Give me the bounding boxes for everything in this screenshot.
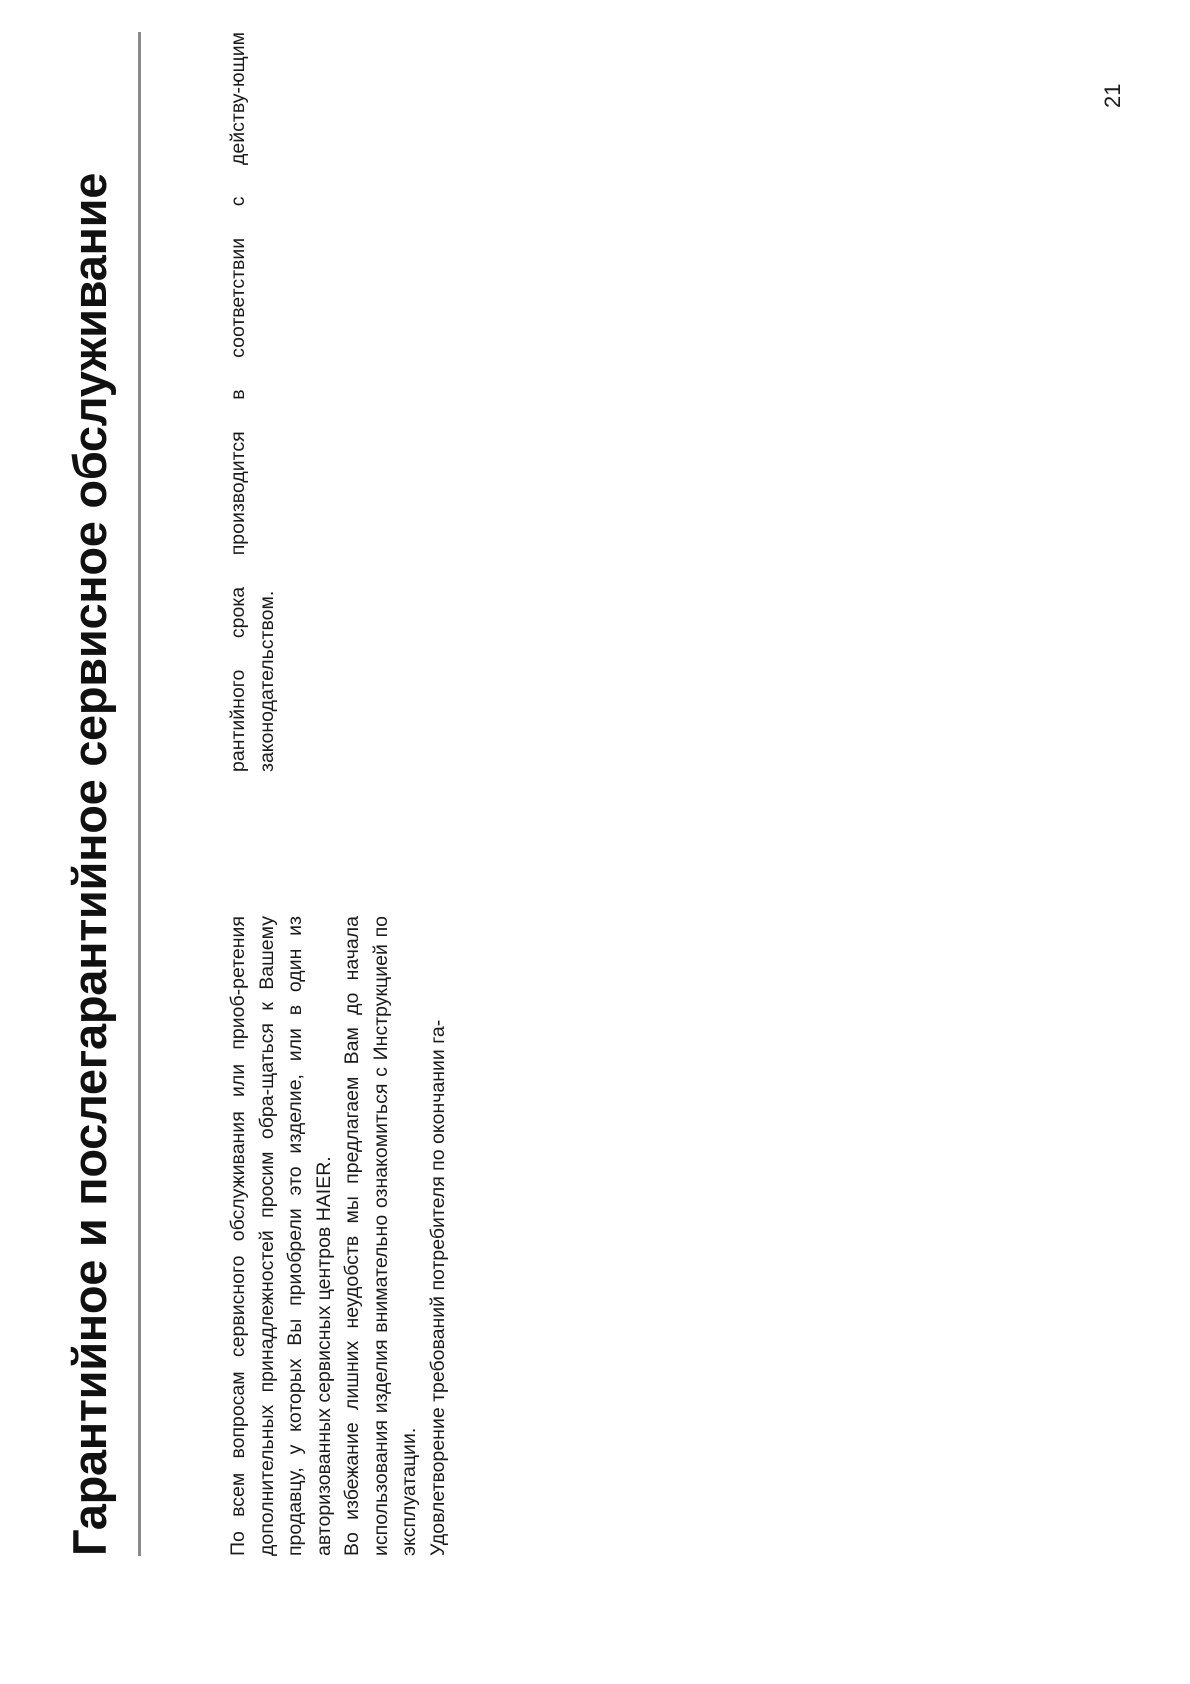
paragraph-continuation: рантийного срока производится в соответствии с действу-ющим законодательством.	[227, 32, 278, 772]
page-number: 21	[1100, 83, 1125, 108]
title-divider	[138, 32, 141, 1556]
page-title: Гарантийное и послегарантийное сервисное обслуживание	[63, 172, 116, 1556]
paragraph-service-contacts: По всем вопросам сервисного обслуживания или приоб-ретения дополнительных принадлежностей просим обра-щаться к Вашему продавцу, у которых Вы приобрели это изделие, или в один из авторизованных сервисных центров HAIER.	[227, 916, 335, 1556]
left-column	[224, 916, 452, 1556]
paragraph-warranty-claims: Удовлетворение требований потребителя по окончании га-	[426, 1019, 449, 1556]
paragraph-read-manual: Во избежание лишних неудобств мы предлагаем Вам до начала использования изделия внимательно ознакомиться с Инструкцией по эксплуатации.	[341, 916, 420, 1556]
right-column	[224, 32, 281, 772]
